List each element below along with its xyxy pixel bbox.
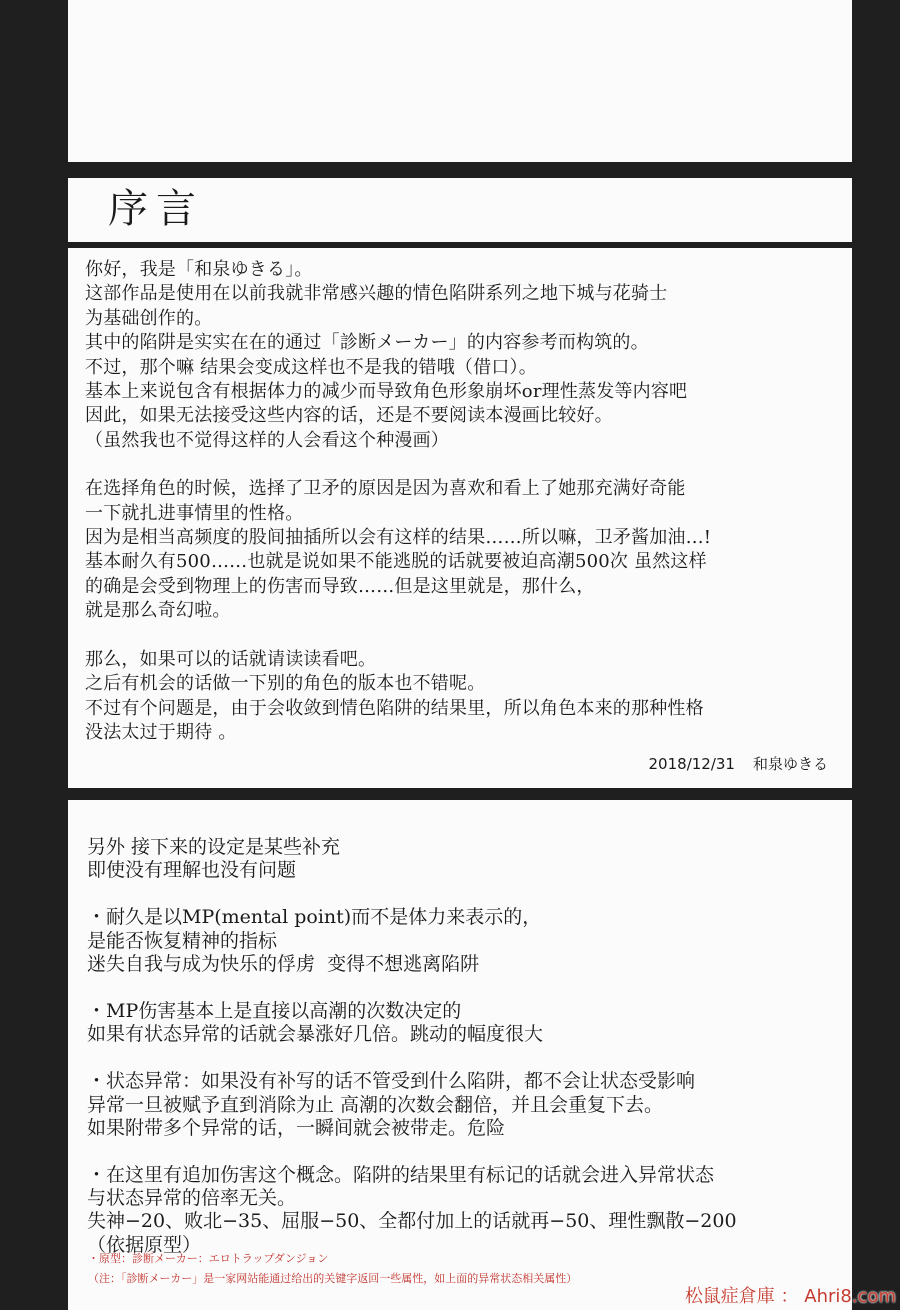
text-line: 一下就扎进事情里的性格。	[85, 502, 304, 524]
text-line: 迷失自我与成为快乐的俘虏 变得不想逃离陷阱	[87, 952, 480, 975]
text-line: 没法太过于期待 。	[85, 721, 237, 743]
text-line: 基本耐久有500……也就是说如果不能逃脱的话就要被迫高潮500次 虽然这样	[85, 551, 707, 573]
paragraph-gap	[85, 624, 711, 648]
text-line: 因此，如果无法接受这些内容的话，还是不要阅读本漫画比较好。	[85, 405, 613, 427]
text-line: 另外 接下来的设定是某些补充	[87, 836, 341, 858]
text-line: 你好，我是「和泉ゆきる」。	[85, 259, 313, 280]
text-line: 是能否恢复精神的指标	[87, 929, 278, 952]
text-line: 异常一旦被赋予直到消除为止 高潮的次数会翻倍，并且会重复下去。	[87, 1093, 664, 1116]
text-line: 之后有机会的话做一下别的角色的版本也不错呢。	[85, 673, 486, 695]
paragraph-gap	[87, 882, 737, 906]
text-line: 与状态异常的倍率无关。	[87, 1187, 297, 1210]
preface-panel	[68, 248, 852, 788]
text-line: 即使没有理解也没有问题	[87, 859, 297, 882]
text-line: 就是那么奇幻啦。	[85, 600, 231, 622]
text-line: 不过，那个嘛 结果会变成这样也不是我的错哦（借口）。	[85, 356, 537, 378]
source-note: ・原型：診断メーカー：エロトラップダンジョン	[88, 1252, 329, 1265]
paragraph-gap	[87, 976, 737, 1000]
addendum-panel	[68, 800, 852, 1310]
paragraph-gap	[87, 1140, 737, 1164]
signature-line	[649, 753, 828, 774]
text-line: （虽然我也不觉得这样的人会看这个种漫画）	[85, 429, 449, 451]
text-line: ・MP伤害基本上是直接以高潮的次数决定的	[87, 1000, 462, 1023]
translator-note: （注：「診断メーカー」是一家网站能通过给出的关键字返回一些属性，如上面的异常状态相关属性）	[88, 1272, 578, 1285]
text-line: 这部作品是使用在以前我就非常感兴趣的情色陷阱系列之地下城与花骑士	[85, 283, 668, 305]
text-line: 因为是相当高频度的股间抽插所以会有这样的结果……所以嘛，卫矛酱加油…!	[85, 527, 712, 549]
title-bar	[68, 178, 852, 242]
text-line: 的确是会受到物理上的伤害而导致……但是这里就是，那什么，	[85, 575, 595, 597]
blank-top-panel	[68, 0, 852, 162]
text-line: 那么，如果可以的话就请读读看吧。	[85, 648, 377, 670]
text-line: 如果有状态异常的话就会暴涨好几倍。跳动的幅度很大	[87, 1023, 544, 1046]
text-line: 如果附带多个异常的话，一瞬间就会被带走。危险	[87, 1116, 506, 1139]
text-line: 为基础创作的。	[85, 307, 213, 329]
text-line: 其中的陷阱是实实在在的通过「診断メーカー」的内容参考而构筑的。	[85, 332, 649, 354]
text-line: ・耐久是以MP(mental point)而不是体力来表示的，	[87, 906, 542, 929]
text-line: 在选择角色的时候，选择了卫矛的原因是因为喜欢和看上了她那充满好奇能	[85, 478, 686, 500]
text-line: 基本上来说包含有根据体力的减少而导致角色形象崩坏or理性蒸发等内容吧	[85, 381, 688, 403]
text-line: ・在这里有追加伤害这个概念。陷阱的结果里有标记的话就会进入异常状态	[87, 1164, 715, 1187]
addendum-text	[87, 836, 737, 1257]
signature-date: 2018/12/31	[648, 755, 735, 773]
text-line: （依据原型）	[87, 1233, 202, 1256]
watermark: 松鼠症倉庫 ： Ahri8.com	[684, 1286, 896, 1307]
preface-text	[85, 258, 711, 745]
text-line: 失神−20、败北−35、屈服−50、全都付加上的话就再−50、理性飘散−200	[87, 1210, 737, 1233]
text-line: ・状态异常：如果没有补写的话不管受到什么陷阱，都不会让状态受影响	[87, 1070, 696, 1093]
page-title: 序言	[108, 186, 204, 232]
paragraph-gap	[87, 1046, 737, 1070]
paragraph-gap	[85, 453, 711, 477]
signature-author: 和泉ゆきる	[752, 755, 828, 773]
text-line: 不过有个问题是，由于会收敛到情色陷阱的结果里，所以角色本来的那种性格	[85, 697, 704, 719]
